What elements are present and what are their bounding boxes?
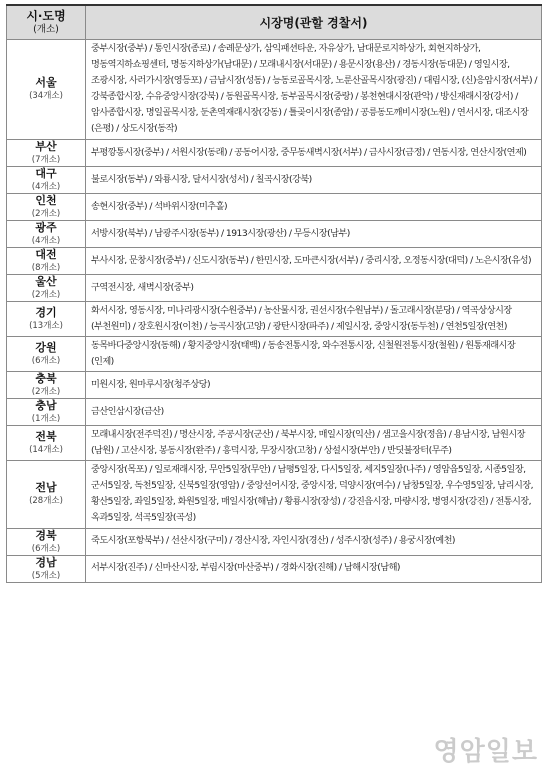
region-name: 인천 (35, 193, 57, 207)
market-count: (2개소) (31, 386, 61, 397)
region-column-subtitle: (개소) (33, 23, 59, 35)
market-list-cell: 서방시장(북부) / 남광주시장(동부) / 1913시장(광산) / 무등시장(남부) (86, 220, 542, 247)
region-cell (7, 166, 86, 193)
region-name: 대전 (35, 247, 57, 261)
market-count: (34개소) (29, 91, 63, 102)
market-list-cell: 송현시장(중부) / 석바위시장(미추홀) (86, 193, 542, 220)
table-row (7, 371, 542, 398)
market-count: (6개소) (31, 355, 61, 366)
market-count: (6개소) (31, 543, 61, 554)
market-count: (4개소) (31, 181, 61, 192)
table-row (7, 220, 542, 247)
market-table (6, 4, 542, 583)
region-name: 서울 (35, 76, 57, 90)
table-row (7, 461, 542, 528)
region-cell (7, 220, 86, 247)
table-row (7, 301, 542, 336)
table-row (7, 40, 542, 140)
market-list-cell: 중앙시장(목포) / 일로재래시장, 무안5일장(무안) / 남평5일장, 다시5일장, 세지5일장(나주) / 영암읍5일장, 시종5일장, 군서5일장, 독천5일장, 신북5일장(영암) / 중앙선어시장, 중앙시장, 덕양시장(여수) / 남창5일장, 우수영5일장, 남리시장, 황산5일장, 좌일5일장, 화원5일장, 매일시장(해남) / 황룡시장(장성) / 강진읍시장, 마량시장, 병영시장(강진) / 전통시장, 옥과5일장, 석곡5일장(곡성) (86, 461, 542, 528)
table-row (7, 193, 542, 220)
region-name: 충남 (35, 398, 57, 412)
market-count: (13개소) (29, 320, 63, 331)
market-list-cell: 미원시장, 원마루시장(청주상당) (86, 371, 542, 398)
newspaper-watermark: 영암일보 (433, 737, 538, 767)
table-header-row (7, 5, 542, 40)
table-row (7, 166, 542, 193)
table-row (7, 247, 542, 274)
market-count: (8개소) (31, 262, 61, 273)
table-row (7, 528, 542, 555)
region-cell (7, 193, 86, 220)
table-row (7, 398, 542, 425)
table-body (7, 40, 542, 583)
region-cell (7, 528, 86, 555)
region-name: 부산 (35, 139, 57, 153)
market-count: (4개소) (31, 235, 61, 246)
market-count: (28개소) (29, 496, 63, 507)
market-list-cell: 서부시장(진주) / 신마산시장, 부림시장(마산중부) / 경화시장(진해) / 남해시장(남해) (86, 555, 542, 582)
region-cell (7, 461, 86, 528)
region-name: 울산 (35, 274, 57, 288)
market-list-cell: 모래내시장(전주덕진) / 명산시장, 주공시장(군산) / 북부시장, 매일시장(익산) / 샘고을시장(정읍) / 용남시장, 남원시장(남원) / 고산시장, 봉동시장(완주) / 흥덕시장, 무장시장(고창) / 상설시장(부안) / 반딧불장터(무주) (86, 425, 542, 460)
region-cell (7, 425, 86, 460)
region-name: 경북 (35, 528, 57, 542)
region-cell (7, 555, 86, 582)
region-name: 경남 (35, 555, 57, 569)
region-cell (7, 336, 86, 371)
market-count: (2개소) (31, 289, 61, 300)
region-cell (7, 371, 86, 398)
market-list-cell: 중부시장(중부) / 통인시장(종로) / 송례문상가, 삼익패션타운, 자유상가, 남대문로지하상가, 회현지하상가, 명동역지하쇼핑센터, 명동지하상가(남대문) / 모래내시장(서대문) / 용문시장(용산) / 경동시장(동대문) / 영일시장, 조광시장, 사러가시장(영등포) / 금남시장(성동) / 능동로골목시장, 노룬산골목시장(광진) / 대림시장, (신)응암시장(서부) / 강북종합시장, 수유중앙시장(강북) / 동원골목시장, 동부골목시장(중랑) / 봉천현대시장(관악) / 방신재래시장(강서) / 암사종합시장, 명일골목시장, 둔촌역재래시장(강동) / 틀곶이시장(종암) / 공릉동도깨비시장(노원) / 연서시장, 대조시장(은평) / 상도시장(동작) (86, 40, 542, 140)
region-cell (7, 398, 86, 425)
region-name: 전북 (35, 430, 57, 444)
market-list-cell: 부사시장, 문창시장(중부) / 신도시장(동부) / 한민시장, 도마큰시장(서부) / 중리시장, 오정동시장(대덕) / 노은시장(유성) (86, 247, 542, 274)
region-name: 전남 (35, 481, 57, 495)
table-row (7, 425, 542, 460)
market-list-cell: 불로시장(동부) / 와룡시장, 달서시장(성서) / 칠곡시장(강북) (86, 166, 542, 193)
market-list-cell: 금산인삼시장(금산) (86, 398, 542, 425)
markets-column-header: 시장명(관할 경찰서) (86, 5, 542, 40)
market-list-cell: 동목바다중앙시장(동해) / 황지중앙시장(태백) / 동송전통시장, 와수전통시장, 신철원전통시장(철원) / 원통재래시장(인제) (86, 336, 542, 371)
region-name: 강원 (35, 340, 57, 354)
region-name: 충북 (35, 371, 57, 385)
market-list-cell: 부평깡통시장(중부) / 서원시장(동래) / 공동어시장, 중무동새벽시장(서부) / 금사시장(금정) / 연동시장, 연산시장(연제) (86, 139, 542, 166)
market-list-cell: 화서시장, 영동시장, 미나리광시장(수원중부) / 농산물시장, 권선시장(수원남부) / 돌고래시장(분당) / 역곡상상시장(부천원미) / 장호원시장(이천) / 능곡시장(고양) / 광탄시장(파주) / 제일시장, 중앙시장(동두천) / 연천5일장(연천) (86, 301, 542, 336)
region-cell (7, 247, 86, 274)
market-count: (14개소) (29, 445, 63, 456)
region-cell (7, 40, 86, 140)
region-cell (7, 301, 86, 336)
region-name: 대구 (35, 166, 57, 180)
table-row (7, 336, 542, 371)
market-list-cell: 구역전시장, 새벽시장(중부) (86, 274, 542, 301)
region-name: 경기 (35, 305, 57, 319)
region-column-header (7, 5, 86, 40)
region-cell (7, 139, 86, 166)
region-cell (7, 274, 86, 301)
region-name: 광주 (35, 220, 57, 234)
table-row (7, 139, 542, 166)
table-row (7, 274, 542, 301)
table-row (7, 555, 542, 582)
market-count: (2개소) (31, 208, 61, 219)
market-list-cell: 죽도시장(포항북부) / 선산시장(구미) / 경산시장, 자인시장(경산) / 성주시장(성주) / 용궁시장(예천) (86, 528, 542, 555)
market-count: (7개소) (31, 154, 61, 165)
market-count: (5개소) (31, 570, 61, 581)
market-count: (1개소) (31, 413, 61, 424)
region-column-title: 시·도명 (26, 8, 66, 23)
